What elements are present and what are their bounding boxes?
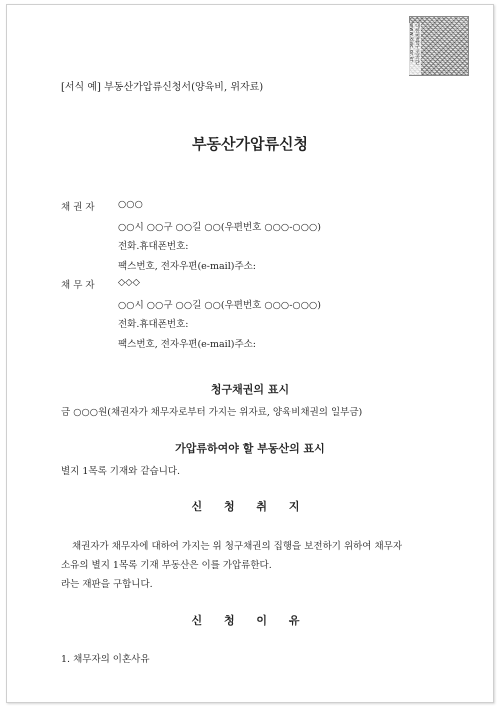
creditor-phone: 전화.휴대폰번호: xyxy=(118,241,189,252)
creditor-address: ○○시 ○○구 ○○길 ○○(우편번호 ○○○-○○○) xyxy=(118,222,321,233)
debtor-label: 채 무 자 xyxy=(61,280,95,291)
document-page xyxy=(6,4,494,703)
purpose-line-1: 채권자가 채무자에 대하여 가지는 위 청구채권의 집행을 보전하기 위하여 채무자 xyxy=(72,541,403,552)
property-section-title: 가압류하여야 할 부동산의 표시 xyxy=(175,442,325,455)
purpose-section-title: 신 청 취 지 xyxy=(191,500,309,513)
purpose-line-2: 소유의 별지 1목록 기재 부동산은 이를 가압류한다. xyxy=(61,560,272,571)
creditor-name: ○○○ xyxy=(118,199,143,210)
purpose-line-3: 라는 재판을 구합니다. xyxy=(61,579,153,590)
legal-aid-stamp xyxy=(409,16,469,76)
claim-section-title: 청구채권의 표시 xyxy=(210,383,290,396)
debtor-name: ◇◇◇ xyxy=(118,277,140,288)
debtor-phone: 전화.휴대폰번호: xyxy=(118,319,189,330)
property-section-text: 별지 1목록 기재와 같습니다. xyxy=(61,466,181,477)
stamp-text: 대한법률구조공단 www.klac.or.kr xyxy=(408,23,421,75)
claim-section-text: 금 ○○○원(채권자가 채무자로부터 가지는 위자료, 양육비채권의 일부금) xyxy=(61,407,363,418)
page-title: 부동산가압류신청 xyxy=(192,135,308,153)
creditor-fax-email: 팩스번호, 전자우편(e-mail)주소: xyxy=(118,261,257,272)
form-title: [서식 예] 부동산가압류신청서(양육비, 위자료) xyxy=(61,82,264,93)
debtor-address: ○○시 ○○구 ○○길 ○○(우편번호 ○○○-○○○) xyxy=(118,300,321,311)
debtor-fax-email: 팩스번호, 전자우편(e-mail)주소: xyxy=(118,339,257,350)
reason-section-title: 신 청 이 유 xyxy=(191,614,309,627)
reason-item-1: 1. 채무자의 이혼사유 xyxy=(61,654,150,665)
creditor-label: 채 권 자 xyxy=(61,202,95,213)
